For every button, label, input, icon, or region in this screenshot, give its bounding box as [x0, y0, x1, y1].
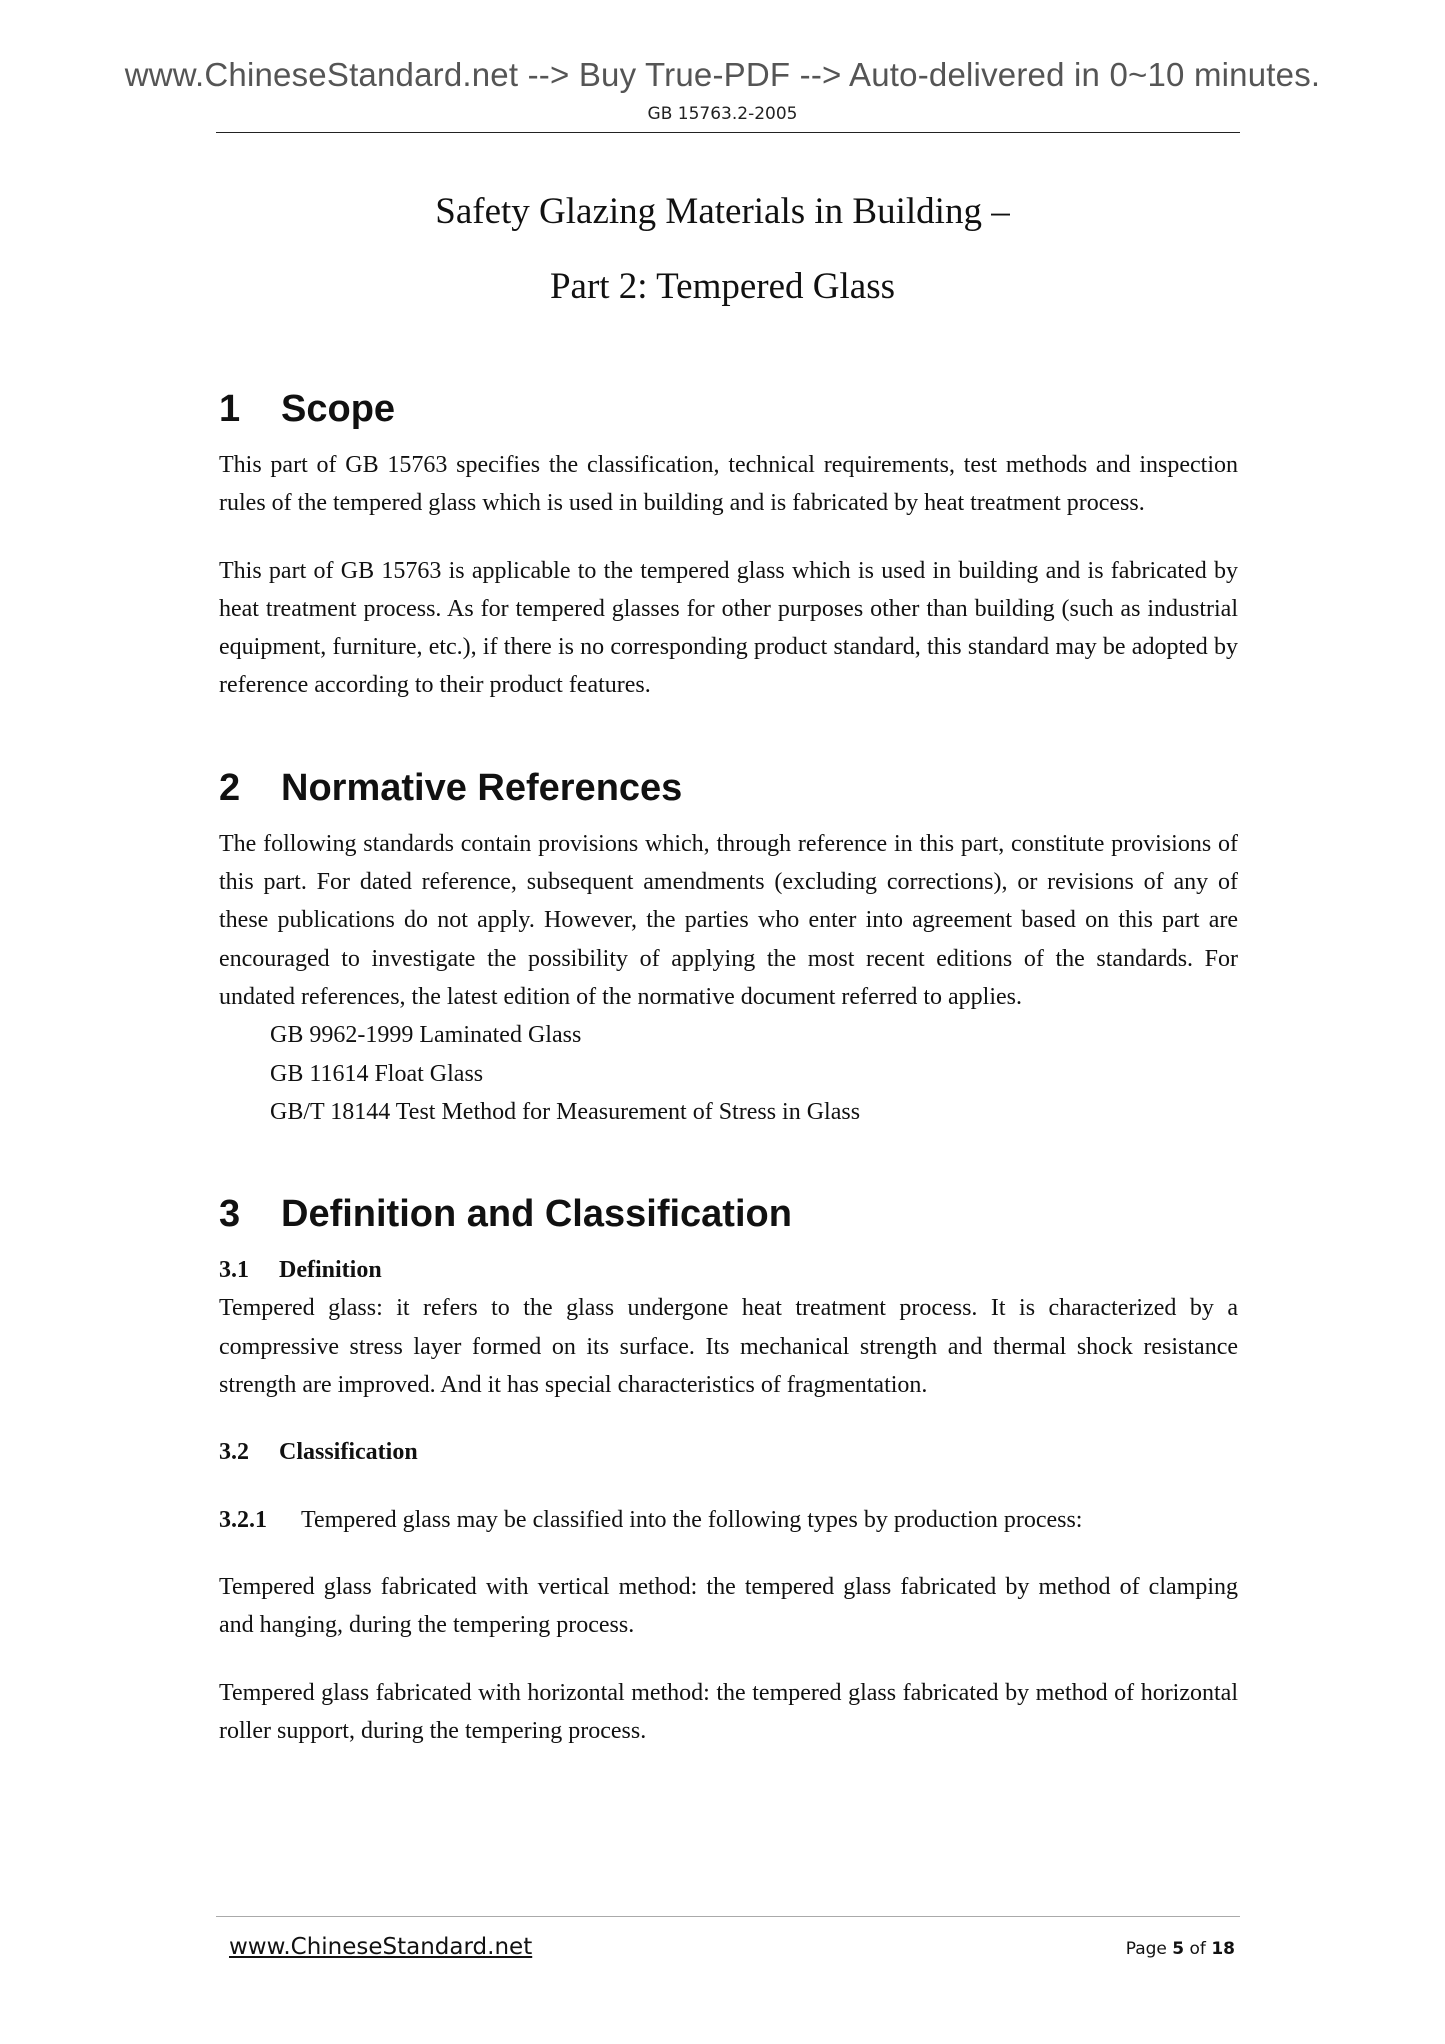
subsection-number: 3.1: [219, 1257, 249, 1284]
page-label: Page: [1125, 1939, 1167, 1959]
section-title: Normative References: [281, 766, 683, 809]
header-divider: [216, 132, 1240, 133]
section-number: 1: [219, 388, 241, 430]
reference-item: GB/T 18144 Test Method for Measurement of Stress in Glass: [270, 1098, 861, 1125]
subsection-heading-definition: [219, 1251, 1238, 1289]
section-heading-normative-references: [219, 763, 1238, 813]
section-number: 2: [219, 766, 241, 809]
clause-number: 3.2.1: [219, 1506, 267, 1533]
page-of: of: [1189, 1939, 1206, 1959]
section-heading-scope: [219, 384, 1238, 434]
subsection-number: 3.2: [219, 1439, 249, 1466]
horizontal-method-paragraph: Tempered glass fabricated with horizontal method: the tempered glass fabricated by method of horizontal roller support, during the tempering process.: [219, 1679, 1238, 1744]
clause-text: Tempered glass may be classified into the following types by production process:: [301, 1506, 1083, 1533]
scope-paragraph-1: This part of GB 15763 specifies the classification, technical requirements, test methods and inspection rules of the tempered glass which is used in building and is fabricated by heat treatment process.: [219, 452, 1238, 517]
section-heading-definition-classification: [219, 1189, 1238, 1239]
reference-item: GB 11614 Float Glass: [270, 1060, 484, 1087]
section-number: 3: [219, 1193, 241, 1236]
section-title: Definition and Classification: [281, 1193, 792, 1236]
document-body: [219, 384, 1238, 1750]
document-title-line1: Safety Glazing Materials in Building –: [435, 191, 1010, 232]
scope-paragraph-2: This part of GB 15763 is applicable to the tempered glass which is used in building and is fabricated by heat treatment process. As for tempered glasses for other purposes other than building (such as industrial equipment, furniture, etc.), if there is no corresponding product standard, this standard may be adopted by reference according to their product features.: [219, 557, 1238, 699]
vertical-method-paragraph: Tempered glass fabricated with vertical method: the tempered glass fabricated by method of clamping and hanging, during the tempering process.: [219, 1573, 1238, 1639]
reference-item: GB 9962-1999 Laminated Glass: [270, 1022, 582, 1049]
page-current: 5: [1172, 1939, 1185, 1959]
document-title-line2: Part 2: Tempered Glass: [549, 266, 896, 307]
normative-paragraph: The following standards contain provisions which, through reference in this part, constitute provisions of this part. For dated reference, subsequent amendments (excluding corrections), or revisions of any of these publications do not apply. However, the parties who enter into agreement based on this part are encouraged to investigate the possibility of applying the most recent editions of the standards. For undated references, the latest edition of the normative document referred to applies.: [219, 830, 1238, 1010]
clause-3-2-1: [219, 1501, 1238, 1539]
section-title: Scope: [281, 388, 396, 430]
subsection-title: Definition: [279, 1257, 382, 1284]
page-total: 18: [1211, 1939, 1235, 1959]
definition-paragraph: Tempered glass: it refers to the glass undergone heat treatment process. It is characterized by a compressive stress layer formed on its surface. Its mechanical strength and thermal shock resistance strength are improved. And it has special characteristics of fragmentation.: [219, 1295, 1238, 1399]
footer-divider: [216, 1916, 1240, 1917]
subsection-heading-classification: [219, 1433, 1238, 1471]
page-indicator: [1126, 1939, 1235, 1959]
document-number: GB 15763.2-2005: [647, 104, 798, 124]
top-banner: www.ChineseStandard.net --> Buy True-PDF --> Auto-delivered in 0~10 minutes.: [124, 56, 1321, 93]
subsection-title: Classification: [279, 1439, 418, 1466]
footer-website-link[interactable]: www.ChineseStandard.net: [229, 1934, 533, 1960]
